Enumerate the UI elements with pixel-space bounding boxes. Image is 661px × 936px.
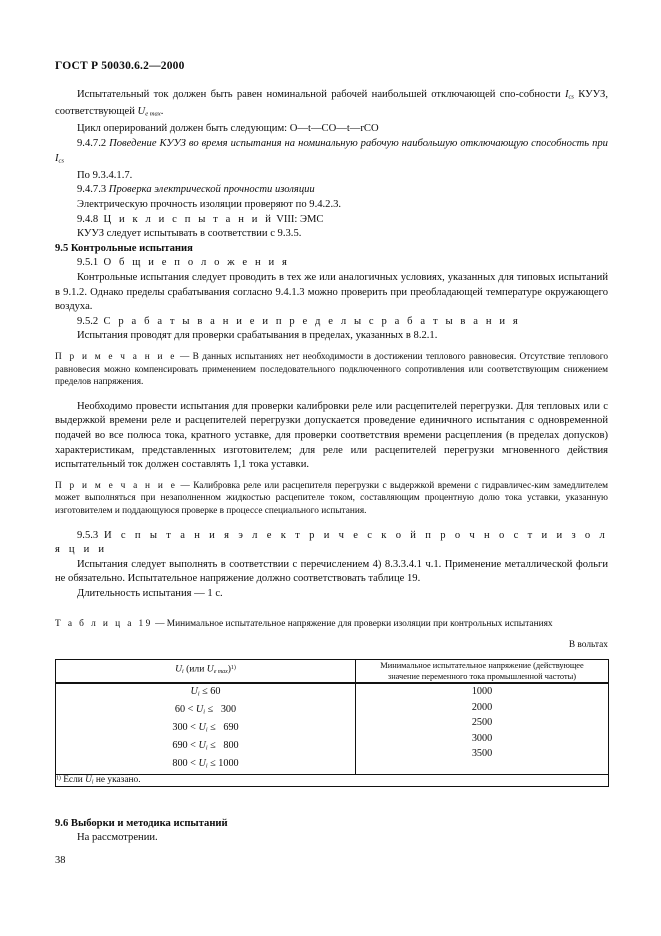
range-symbol-sub-0: i	[197, 690, 200, 698]
clause-number-948: 9.4.8	[77, 213, 99, 225]
heading-9-6: 9.6 Выборки и методика испытаний	[55, 817, 228, 829]
footnote-post: не указано.	[93, 775, 141, 786]
header-symbol-ui: U	[175, 663, 183, 675]
clause-number-9472: 9.4.7.2	[77, 138, 107, 150]
note-hydraulic-delay	[55, 480, 608, 518]
clause-title-951: О б щ и е п о л о ж е н и я	[103, 257, 290, 269]
header-col2-line-1: Минимальное испытательное напряжение (действующее	[380, 660, 584, 670]
symbol-uemax: U	[137, 106, 146, 118]
table-row	[56, 720, 355, 738]
header-col2-line-2: значение переменного тока промышленной частоты)	[387, 671, 577, 681]
table-value: 3000	[471, 732, 493, 744]
note-2-text: — Калибровка реле или расцепителя перегрузки с выдержкой времени с гидравличес-ким замедлителем может выполняться при незаполненном жидкостью расцепителе током, составляющим процентную долю тока уставки, указанную изготовителем и поддающуюся проверке в процессе специального испытания.	[55, 480, 608, 516]
table-19-caption-text: — Минимальное испытательное напряжение для проверки изоляции при контрольных испытаниях	[152, 618, 553, 629]
table-19	[55, 659, 609, 787]
paragraph-routine-conditions: Контрольные испытания следует проводить в тех же или аналогичных условиях, указанных для типовых испытаний в 9.1.2. Однако пределы срабатывания согласно 9.4.1.3 можно проверить при преобладающей температуре окружающего воздуха.	[55, 272, 608, 313]
clause-title-953: И с п ы т а н и я э л е к т р и ч е с к о й п р о ч н о с т и и з о л я ц и и	[55, 529, 608, 556]
footnote-pre: Если	[60, 775, 86, 786]
spacer-before-table	[55, 602, 608, 618]
paragraph-operation-limits: Испытания проводят для проверки срабатывания в пределах, указанных в 8.2.1.	[77, 330, 438, 342]
table-header-min-test-voltage	[356, 659, 609, 683]
header-symbol-ui-sub: i	[182, 669, 184, 676]
paragraph-dielectric-check: Электрическую прочность изоляции проверяют по 9.4.2.3.	[77, 199, 342, 211]
table-cell-ranges	[56, 683, 356, 774]
footnote-marker: 1)	[56, 775, 61, 782]
p1-text-c: .	[160, 106, 164, 118]
table-cell-values	[356, 683, 609, 774]
range-pre-1: 60 <	[174, 704, 196, 716]
clause-9-5-2	[55, 315, 608, 330]
spacer-before-note-2	[55, 473, 608, 480]
clause-9-4-8	[55, 213, 608, 228]
table-row	[56, 702, 355, 720]
table-19-caption	[55, 618, 608, 631]
table-row	[56, 738, 355, 756]
paragraph-test-duration: Длительность испытания — 1 с.	[77, 587, 223, 599]
standard-header: ГОСТ Р 50030.6.2—2000	[55, 60, 185, 72]
clause-9-4-7-2	[55, 137, 608, 169]
clause-title-948-tail: VIII: ЭМС	[276, 213, 324, 225]
paragraph-under-consideration: На рассмотрении.	[77, 832, 158, 844]
table-value: 3500	[471, 747, 493, 759]
heading-9-5: 9.5 Контрольные испытания	[55, 242, 193, 254]
clause-title-9473: Проверка электрической прочности изоляции	[108, 184, 315, 196]
paragraph-test-current	[55, 88, 608, 122]
symbol-ics: I	[564, 89, 569, 100]
table-row	[56, 756, 355, 774]
table-19-caption-label: Т а б л и ц а 19	[55, 618, 153, 629]
table-value: 2500	[471, 717, 493, 729]
clause-number-953: 9.5.3	[77, 529, 99, 541]
header-tail-text: )	[227, 663, 231, 675]
header-symbol-uemax-sub: e max	[213, 669, 228, 676]
clause-number-9473: 9.4.7.3	[77, 184, 107, 196]
p1-text-b: КУУЗ, соответствующей	[55, 89, 608, 118]
clause-title-948: Ц и к л и с п ы т а н и й	[103, 213, 274, 225]
table-19-units: В вольтах	[568, 639, 608, 650]
range-post-3: ≤ 800	[207, 740, 239, 752]
range-pre-4: 800 <	[172, 758, 199, 770]
page-number: 38	[55, 855, 66, 866]
range-symbol-sub-2: i	[205, 726, 208, 734]
table-header-row	[56, 659, 609, 683]
table-body-row	[56, 683, 609, 774]
note-2-label: П р и м е ч а н и е	[55, 480, 178, 491]
note-1-text: — В данных испытаниях нет необходимости в достижении теплового равновесия. Отсутствие теплового равновесия можно компенсировать применением последовательного подключенного сопротивления или соответствующим снижением пределов напряжения.	[55, 352, 608, 388]
header-footnote-marker: 1)	[230, 665, 236, 672]
table-value: 2000	[471, 701, 493, 713]
spacer-after-table	[55, 787, 608, 803]
range-symbol-4: U	[198, 758, 206, 770]
clause-number-951: 9.5.1	[77, 257, 99, 269]
header-symbol-uemax: U	[206, 663, 214, 675]
table-19-footnote	[56, 775, 609, 786]
clause-title-9472: Поведение КУУЗ во время испытания на номинальную рабочую наибольшую отключающую способность при	[109, 138, 608, 150]
clause-9-5-1	[55, 256, 608, 271]
symbol-ics-2: I	[55, 152, 59, 164]
symbol-uemax-sub: e max	[145, 110, 161, 118]
clause-number-952: 9.5.2	[77, 315, 99, 327]
p1-text-a: Испытательный ток должен быть равен номинальной рабочей наибольшей отключающей спо-собности	[77, 89, 565, 100]
range-symbol-2: U	[198, 722, 206, 734]
range-symbol-sub-1: i	[203, 708, 206, 716]
range-post-2: ≤ 690	[207, 722, 239, 734]
note-thermal-equilibrium	[55, 351, 608, 389]
clause-9-5-3	[55, 529, 608, 558]
range-pre-3: 690 <	[172, 740, 199, 752]
table-header-voltage-range	[56, 659, 356, 683]
range-pre-2: 300 <	[172, 722, 199, 734]
paragraph-dielectric-procedure: Испытания следует выполнять в соответствии с перечислением 4) 8.3.3.4.1 ч.1. Применение металлической фольги не обязательно. Испытательное напряжение должно соответствовать таблице 19.	[55, 558, 608, 585]
spacer-before-note-1	[55, 344, 608, 351]
note-1-label: П р и м е ч а н и е	[55, 352, 177, 363]
document-body	[55, 88, 608, 846]
paragraph-relay-calibration: Необходимо провести испытания для проверки калибровки реле или расцепителей перегрузки. Для тепловых или с выдержкой времени реле и расцепителей перегрузки допускается проведение единичного испытания с одновременной подачей во все полюса тока, кратного уставке, для проверки соответствия времени расцепления (в пределах допусков) характеристикам, представленных изготовителем; для реле или расцепителей перегрузки мгновенного действия испытательный ток должен составлять 1,1 тока уставки.	[55, 400, 608, 471]
range-post-1: ≤ 300	[205, 704, 237, 716]
table-value: 1000	[471, 686, 493, 698]
range-symbol-sub-4: i	[205, 762, 208, 770]
symbol-ics-sub: cs	[568, 93, 574, 101]
symbol-ics-2-sub: cs	[58, 157, 64, 165]
clause-title-952: С р а б а т ы в а н и е и п р е д е л ы с р а б а т ы в а н и я	[103, 315, 521, 327]
table-row	[56, 684, 355, 702]
paragraph-ref-93417: По 9.3.4.1.7.	[77, 169, 133, 181]
paragraph-operation-cycle: Цикл оперирований должен быть следующим: О—t—СО—t—rСО	[77, 123, 379, 135]
range-symbol-3: U	[198, 740, 206, 752]
clause-9-4-7-3	[55, 183, 608, 198]
spacer-after-note-2	[55, 518, 608, 529]
paragraph-emc-ref: КУУЗ следует испытывать в соответствии с 9.3.5.	[77, 228, 302, 240]
footnote-symbol-sub: i	[91, 779, 94, 786]
table-footnote-row	[56, 775, 609, 786]
footnote-symbol: U	[85, 775, 92, 786]
range-symbol-sub-3: i	[205, 744, 208, 752]
spacer-after-note-1	[55, 389, 608, 400]
range-post-0: ≤ 60	[199, 686, 221, 698]
range-symbol-0: U	[190, 686, 198, 698]
range-post-4: ≤ 1000	[207, 758, 239, 770]
range-symbol-1: U	[195, 704, 204, 716]
header-mid-text: (или	[183, 663, 207, 675]
